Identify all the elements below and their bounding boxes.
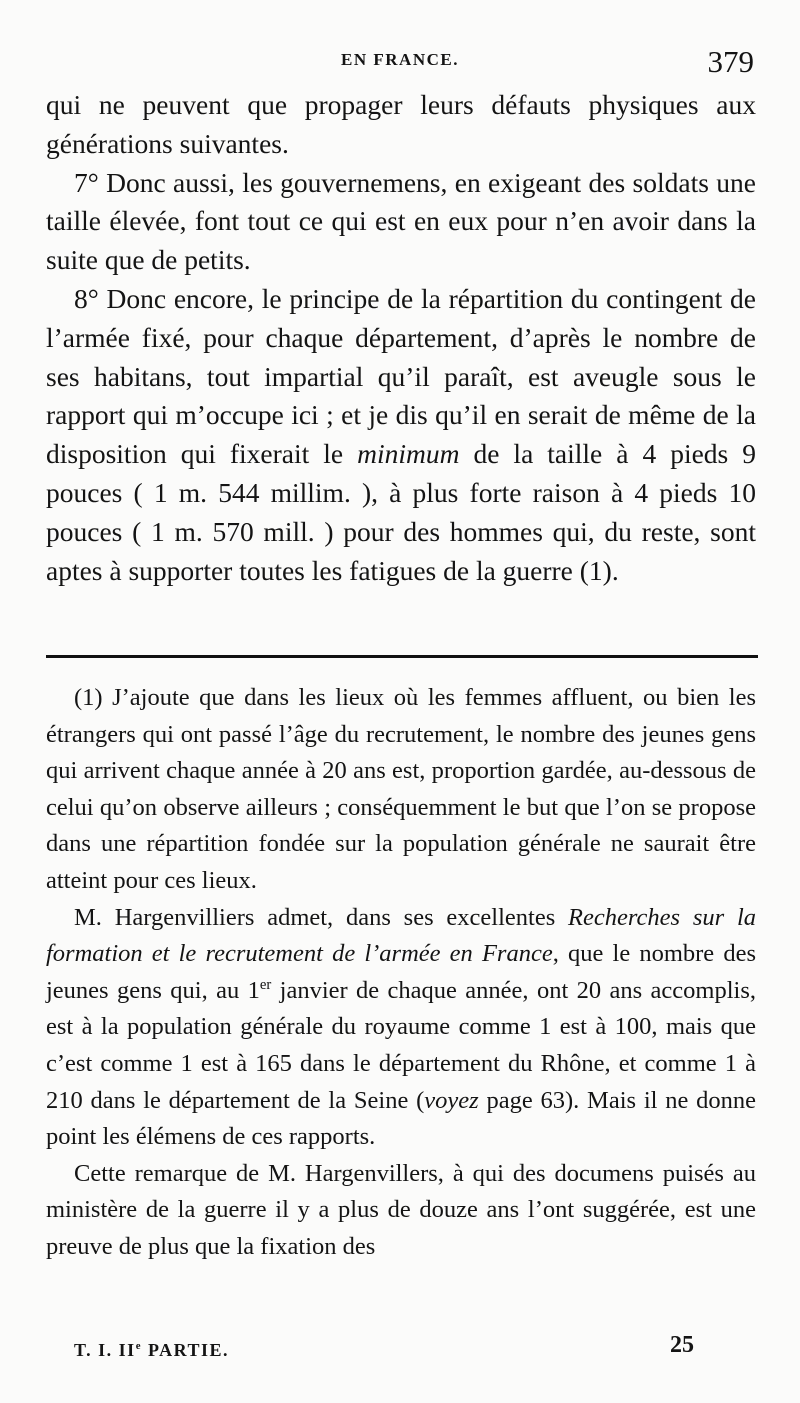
footnote-hargenvilliers: M. Hargenvilliers admet, dans ses excellentes Recherches sur la formation et le recrutement de l’armée en France, que le nombre des jeunes gens qui, au 1er janvier de chaque année, ont 20 ans accomplis, est à la population générale du royaume comme 1 est à 100, mais que c’est comme 1 est à 165 dans le département du Rhône, et comme 1 à 210 dans le département de la Seine (voyez page 63). Mais il ne donne point les élémens de ces rapports.	[46, 903, 757, 1151]
paragraph-8: 8° Donc encore, le principe de la répartition du contingent de l’armée fixé, pour chaque département, d’après le nombre de ses habitans, tout impartial qu’il paraît, est aveugle sous le rapport qui m’occupe ici ; et je dis qu’il en serait de même de la disposition qui fixerait le minimum de la taille à 4 pieds 9 pouces ( 1 m. 544 millim. ), à plus forte raison à 4 pieds 10 pouces ( 1 m. 570 mill. ) pour des hommes qui, du reste, sont aptes à supporter toutes les fatigues de la guerre (1).	[46, 282, 757, 586]
running-title: EN FRANCE.	[341, 50, 459, 69]
running-head	[0, 44, 800, 84]
italic-minimum: minimum	[357, 438, 460, 470]
page-number: 379	[707, 44, 754, 79]
paragraph-7: 7° Donc aussi, les gouvernemens, en exigeant des soldats une taille élevée, font tout ce qui est en eux pour n’en avoir dans la suite que de petits.	[46, 166, 756, 276]
footnote-1: (1) J’ajoute que dans les lieux où les femmes affluent, ou bien les étrangers qui ont passé l’âge du recrutement, le nombre des jeunes gens qui arrivent chaque année à 20 ans est, proportion gardée, au-dessous de celui qu’on observe ailleurs ; conséquemment le but que l’on se propose dans une répartition fondée sur la population générale ne saurait être atteint pour ces lieux.	[46, 684, 756, 894]
footnotes	[46, 680, 756, 1266]
main-text	[46, 86, 756, 590]
footnote-rule	[46, 655, 758, 658]
superscript-er: er	[259, 976, 272, 993]
italic-book-title: Recherches sur la formation et le recrutement de l’armée en France	[46, 903, 757, 968]
footnote-remarque: Cette remarque de M. Hargenvillers, à qui des documens puisés au ministère de la guerre il y a plus de douze ans l’ont suggérée, est une preuve de plus que la fixation des	[46, 1159, 756, 1260]
signature-mark: T. I. IIe PARTIE.	[74, 1340, 230, 1360]
paragraph-continuation: qui ne peuvent que propager leurs défauts physiques aux générations suivantes.	[46, 89, 756, 159]
italic-voyez: voyez	[424, 1086, 479, 1114]
signature-number: 25	[670, 1332, 694, 1358]
